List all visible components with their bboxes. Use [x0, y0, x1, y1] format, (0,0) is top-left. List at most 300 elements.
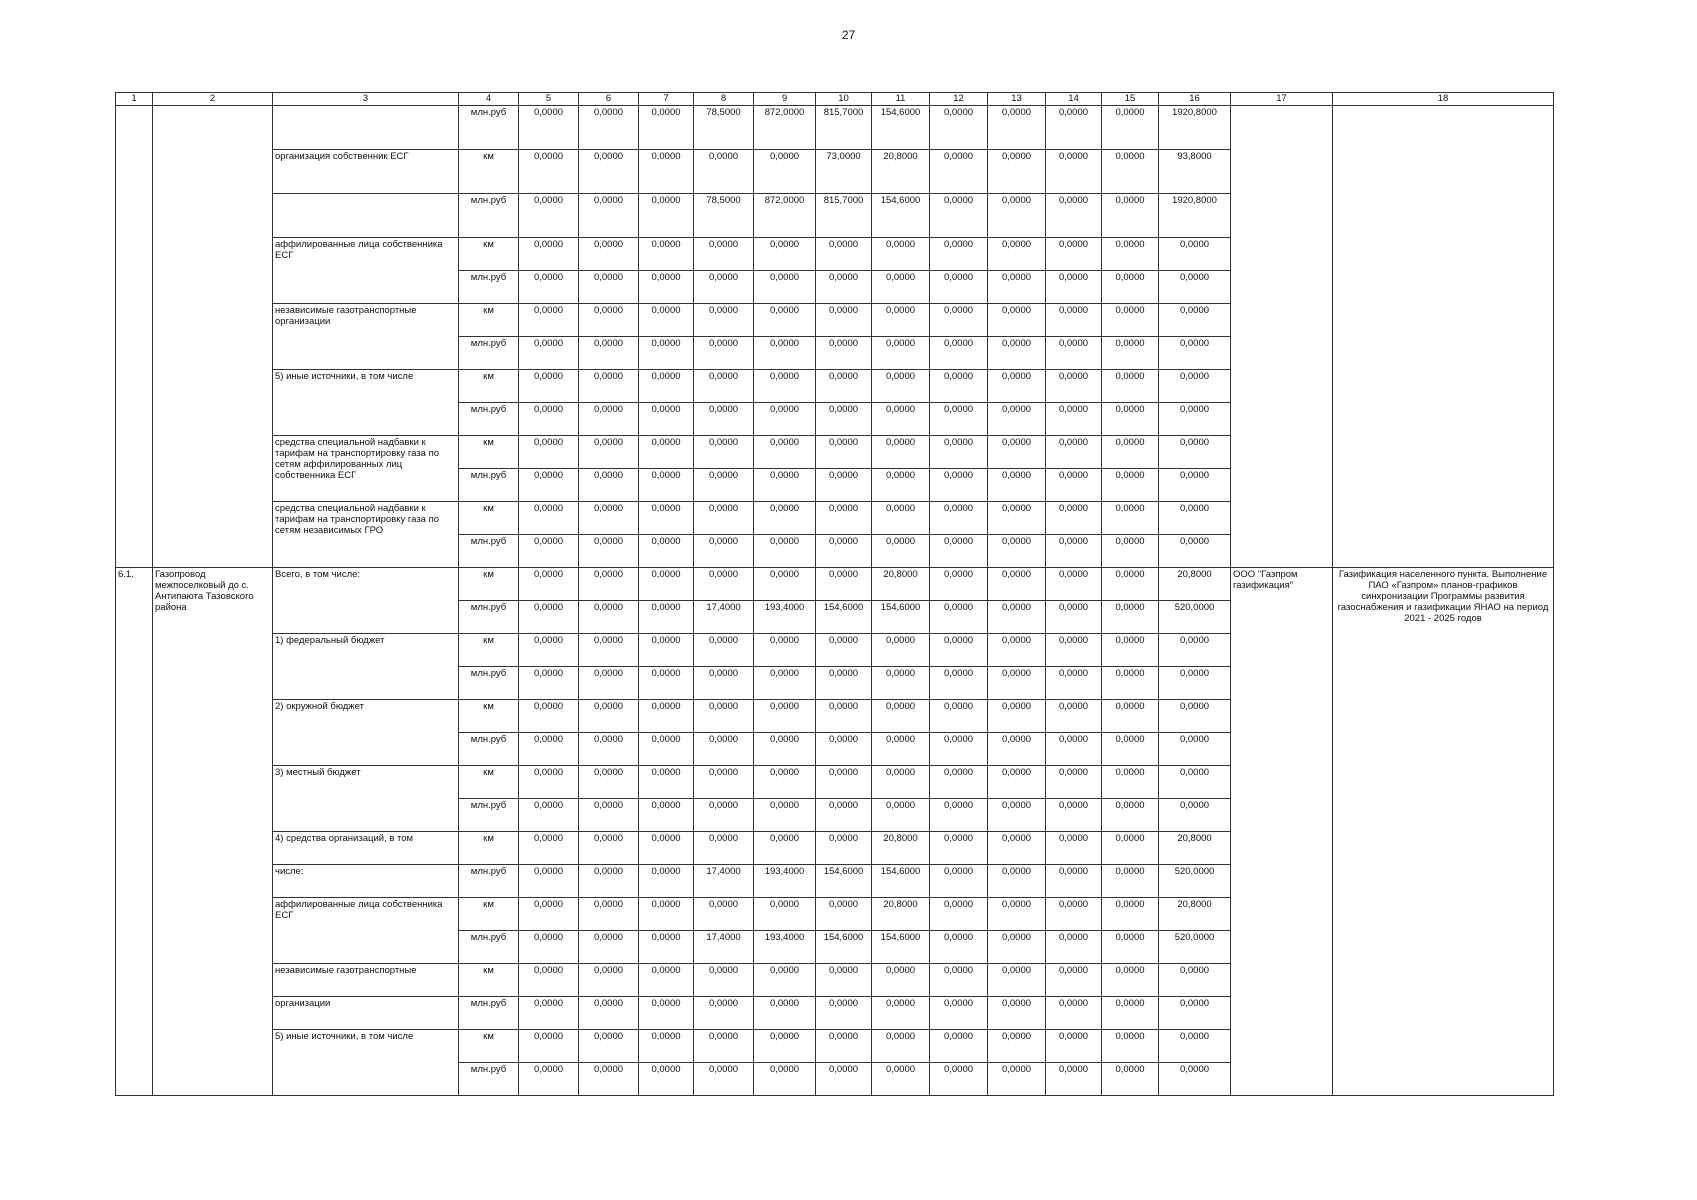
value-cell: 0,0000 [519, 898, 579, 931]
value-cell: 0,0000 [1159, 964, 1231, 997]
value-cell: 0,0000 [1046, 304, 1102, 337]
value-cell: 0,0000 [988, 667, 1046, 700]
unit-cell: км [459, 832, 519, 865]
value-cell: 0,0000 [872, 700, 930, 733]
value-cell: 0,0000 [694, 733, 754, 766]
value-cell: 0,0000 [754, 337, 816, 370]
unit-cell: км [459, 568, 519, 601]
value-cell: 0,0000 [988, 150, 1046, 194]
value-cell: 0,0000 [1159, 634, 1231, 667]
value-cell: 0,0000 [579, 766, 639, 799]
value-cell: 193,4000 [754, 601, 816, 634]
column-number: 1 [116, 93, 153, 106]
value-cell: 0,0000 [930, 964, 988, 997]
value-cell: 0,0000 [930, 931, 988, 964]
column-number: 7 [639, 93, 694, 106]
value-cell: 815,7000 [816, 106, 872, 150]
value-cell: 0,0000 [930, 766, 988, 799]
value-cell: 0,0000 [639, 865, 694, 898]
value-cell: 0,0000 [930, 1063, 988, 1096]
value-cell: 0,0000 [872, 370, 930, 403]
value-cell: 0,0000 [519, 1063, 579, 1096]
value-cell: 0,0000 [930, 502, 988, 535]
source-label: 5) иные источники, в том числе [273, 370, 459, 436]
value-cell: 0,0000 [816, 667, 872, 700]
value-cell: 0,0000 [694, 799, 754, 832]
value-cell: 0,0000 [754, 304, 816, 337]
value-cell: 0,0000 [988, 337, 1046, 370]
unit-cell: км [459, 964, 519, 997]
value-cell: 0,0000 [1046, 766, 1102, 799]
value-cell: 0,0000 [579, 469, 639, 502]
value-cell: 0,0000 [519, 304, 579, 337]
value-cell: 0,0000 [1102, 601, 1159, 634]
value-cell: 73,0000 [816, 150, 872, 194]
value-cell: 0,0000 [579, 238, 639, 271]
unit-cell: млн.руб [459, 931, 519, 964]
unit-cell: млн.руб [459, 106, 519, 150]
unit-cell: млн.руб [459, 469, 519, 502]
value-cell: 0,0000 [1046, 601, 1102, 634]
value-cell: 0,0000 [930, 271, 988, 304]
unit-cell: млн.руб [459, 271, 519, 304]
value-cell: 0,0000 [1102, 964, 1159, 997]
column-number: 8 [694, 93, 754, 106]
value-cell: 0,0000 [816, 436, 872, 469]
value-cell: 0,0000 [639, 502, 694, 535]
value-cell: 0,0000 [872, 403, 930, 436]
value-cell: 0,0000 [639, 667, 694, 700]
source-label: организации [273, 997, 459, 1030]
value-cell: 0,0000 [988, 634, 1046, 667]
value-cell: 154,6000 [872, 194, 930, 238]
source-label: 3) местный бюджет [273, 766, 459, 832]
value-cell: 0,0000 [930, 150, 988, 194]
value-cell: 0,0000 [754, 1063, 816, 1096]
value-cell: 0,0000 [1046, 337, 1102, 370]
value-cell: 0,0000 [519, 568, 579, 601]
value-cell: 0,0000 [639, 700, 694, 733]
value-cell: 0,0000 [694, 1063, 754, 1096]
value-cell: 0,0000 [519, 271, 579, 304]
value-cell: 0,0000 [754, 832, 816, 865]
value-cell: 815,7000 [816, 194, 872, 238]
value-cell: 0,0000 [816, 238, 872, 271]
value-cell: 0,0000 [639, 964, 694, 997]
value-cell: 0,0000 [1159, 733, 1231, 766]
value-cell: 0,0000 [1102, 1063, 1159, 1096]
unit-cell: млн.руб [459, 865, 519, 898]
unit-cell: млн.руб [459, 337, 519, 370]
value-cell: 0,0000 [1102, 502, 1159, 535]
source-label: 2) окружной бюджет [273, 700, 459, 766]
value-cell: 0,0000 [639, 733, 694, 766]
value-cell: 0,0000 [872, 799, 930, 832]
value-cell: 0,0000 [754, 403, 816, 436]
value-cell: 0,0000 [930, 700, 988, 733]
value-cell: 0,0000 [930, 997, 988, 1030]
value-cell: 78,5000 [694, 106, 754, 150]
value-cell: 0,0000 [1102, 370, 1159, 403]
value-cell: 0,0000 [579, 931, 639, 964]
value-cell: 0,0000 [930, 535, 988, 568]
value-cell: 0,0000 [872, 1063, 930, 1096]
value-cell: 0,0000 [930, 106, 988, 150]
value-cell: 0,0000 [639, 601, 694, 634]
object-name-cell [153, 106, 273, 568]
executor-cell [1231, 106, 1333, 568]
value-cell: 0,0000 [639, 238, 694, 271]
value-cell: 0,0000 [872, 304, 930, 337]
value-cell: 0,0000 [872, 766, 930, 799]
value-cell: 0,0000 [930, 337, 988, 370]
value-cell: 0,0000 [930, 304, 988, 337]
unit-cell: км [459, 634, 519, 667]
value-cell: 0,0000 [639, 150, 694, 194]
value-cell: 0,0000 [694, 898, 754, 931]
value-cell: 0,0000 [1159, 667, 1231, 700]
value-cell: 0,0000 [816, 1063, 872, 1096]
value-cell: 0,0000 [1046, 568, 1102, 601]
value-cell: 872,0000 [754, 194, 816, 238]
value-cell: 0,0000 [754, 502, 816, 535]
value-cell: 0,0000 [988, 601, 1046, 634]
unit-cell: км [459, 370, 519, 403]
value-cell: 0,0000 [754, 733, 816, 766]
value-cell: 0,0000 [1046, 700, 1102, 733]
value-cell: 520,0000 [1159, 931, 1231, 964]
header-row [116, 93, 1554, 106]
object-name-cell: Газопровод межпоселковый до с. Антипаюта Тазовского района [153, 568, 273, 1096]
table-row [116, 568, 1554, 601]
value-cell: 0,0000 [694, 403, 754, 436]
value-cell: 0,0000 [639, 931, 694, 964]
value-cell: 0,0000 [519, 865, 579, 898]
value-cell: 0,0000 [694, 469, 754, 502]
value-cell: 0,0000 [754, 436, 816, 469]
value-cell: 0,0000 [694, 997, 754, 1030]
source-label: числе: [273, 865, 459, 898]
value-cell: 0,0000 [694, 271, 754, 304]
value-cell: 0,0000 [754, 964, 816, 997]
value-cell: 0,0000 [1046, 106, 1102, 150]
unit-cell: млн.руб [459, 1063, 519, 1096]
value-cell: 0,0000 [1159, 799, 1231, 832]
value-cell: 0,0000 [519, 832, 579, 865]
column-number: 5 [519, 93, 579, 106]
value-cell: 0,0000 [816, 502, 872, 535]
column-number: 9 [754, 93, 816, 106]
value-cell: 0,0000 [816, 634, 872, 667]
column-number: 16 [1159, 93, 1231, 106]
value-cell: 0,0000 [988, 568, 1046, 601]
value-cell: 0,0000 [639, 337, 694, 370]
unit-cell: млн.руб [459, 535, 519, 568]
value-cell: 0,0000 [816, 964, 872, 997]
value-cell: 0,0000 [1102, 271, 1159, 304]
value-cell: 0,0000 [519, 733, 579, 766]
value-cell: 0,0000 [1159, 469, 1231, 502]
value-cell: 0,0000 [1159, 502, 1231, 535]
value-cell: 0,0000 [1159, 535, 1231, 568]
value-cell: 154,6000 [816, 865, 872, 898]
value-cell: 0,0000 [579, 502, 639, 535]
value-cell: 0,0000 [754, 238, 816, 271]
value-cell: 0,0000 [1102, 733, 1159, 766]
value-cell: 0,0000 [579, 667, 639, 700]
value-cell: 0,0000 [1102, 150, 1159, 194]
value-cell: 0,0000 [1159, 997, 1231, 1030]
value-cell: 0,0000 [930, 403, 988, 436]
unit-cell: млн.руб [459, 799, 519, 832]
value-cell: 154,6000 [872, 601, 930, 634]
value-cell: 0,0000 [1046, 865, 1102, 898]
value-cell: 154,6000 [872, 106, 930, 150]
value-cell: 0,0000 [639, 106, 694, 150]
value-cell: 0,0000 [1046, 733, 1102, 766]
value-cell: 0,0000 [1159, 370, 1231, 403]
column-number: 13 [988, 93, 1046, 106]
value-cell: 0,0000 [988, 238, 1046, 271]
value-cell: 0,0000 [754, 700, 816, 733]
value-cell: 0,0000 [872, 1030, 930, 1063]
value-cell: 0,0000 [639, 436, 694, 469]
value-cell: 0,0000 [579, 733, 639, 766]
value-cell: 0,0000 [639, 1030, 694, 1063]
value-cell: 0,0000 [930, 194, 988, 238]
value-cell: 0,0000 [694, 700, 754, 733]
value-cell: 0,0000 [519, 337, 579, 370]
unit-cell: км [459, 238, 519, 271]
value-cell: 0,0000 [930, 601, 988, 634]
value-cell: 0,0000 [816, 898, 872, 931]
value-cell: 0,0000 [519, 370, 579, 403]
value-cell: 0,0000 [639, 997, 694, 1030]
value-cell: 0,0000 [1159, 700, 1231, 733]
source-label: Всего, в том числе: [273, 568, 459, 634]
value-cell: 0,0000 [694, 304, 754, 337]
value-cell: 0,0000 [816, 403, 872, 436]
column-number: 15 [1102, 93, 1159, 106]
value-cell: 0,0000 [1046, 832, 1102, 865]
value-cell: 20,8000 [872, 832, 930, 865]
source-label: независимые газотранспортные [273, 964, 459, 997]
value-cell: 0,0000 [579, 997, 639, 1030]
value-cell: 0,0000 [988, 766, 1046, 799]
value-cell: 0,0000 [519, 964, 579, 997]
value-cell: 0,0000 [872, 436, 930, 469]
value-cell: 0,0000 [816, 799, 872, 832]
value-cell: 0,0000 [639, 535, 694, 568]
value-cell: 0,0000 [519, 535, 579, 568]
value-cell: 0,0000 [988, 997, 1046, 1030]
value-cell: 0,0000 [988, 733, 1046, 766]
value-cell: 0,0000 [519, 238, 579, 271]
value-cell: 0,0000 [872, 667, 930, 700]
value-cell: 0,0000 [519, 403, 579, 436]
row-index-cell [116, 106, 153, 568]
value-cell: 0,0000 [579, 150, 639, 194]
value-cell: 0,0000 [694, 667, 754, 700]
value-cell: 0,0000 [816, 568, 872, 601]
row-index-cell: 6.1. [116, 568, 153, 1096]
value-cell: 0,0000 [519, 799, 579, 832]
value-cell: 0,0000 [1046, 403, 1102, 436]
value-cell: 0,0000 [1046, 931, 1102, 964]
source-label: 4) средства организаций, в том [273, 832, 459, 865]
value-cell: 0,0000 [816, 535, 872, 568]
value-cell: 0,0000 [1046, 898, 1102, 931]
value-cell: 0,0000 [816, 304, 872, 337]
value-cell: 0,0000 [872, 997, 930, 1030]
table-body [116, 106, 1554, 1096]
value-cell: 20,8000 [1159, 832, 1231, 865]
value-cell: 0,0000 [1046, 799, 1102, 832]
value-cell: 0,0000 [872, 964, 930, 997]
value-cell: 0,0000 [1102, 304, 1159, 337]
value-cell: 0,0000 [519, 106, 579, 150]
value-cell: 0,0000 [1102, 194, 1159, 238]
value-cell: 0,0000 [988, 700, 1046, 733]
value-cell: 0,0000 [754, 469, 816, 502]
value-cell: 0,0000 [1159, 1063, 1231, 1096]
value-cell: 0,0000 [1102, 865, 1159, 898]
value-cell: 20,8000 [1159, 898, 1231, 931]
value-cell: 520,0000 [1159, 865, 1231, 898]
value-cell: 0,0000 [872, 535, 930, 568]
value-cell: 0,0000 [694, 337, 754, 370]
value-cell: 0,0000 [639, 469, 694, 502]
value-cell: 0,0000 [1102, 997, 1159, 1030]
value-cell: 1920,8000 [1159, 106, 1231, 150]
value-cell: 0,0000 [1046, 469, 1102, 502]
value-cell: 1920,8000 [1159, 194, 1231, 238]
value-cell: 0,0000 [639, 370, 694, 403]
value-cell: 0,0000 [1046, 1063, 1102, 1096]
value-cell: 0,0000 [639, 766, 694, 799]
value-cell: 0,0000 [988, 106, 1046, 150]
value-cell: 0,0000 [1102, 403, 1159, 436]
value-cell: 0,0000 [988, 370, 1046, 403]
value-cell: 0,0000 [872, 634, 930, 667]
value-cell: 154,6000 [872, 931, 930, 964]
value-cell: 0,0000 [519, 931, 579, 964]
value-cell: 0,0000 [519, 997, 579, 1030]
value-cell: 0,0000 [930, 865, 988, 898]
value-cell: 0,0000 [579, 194, 639, 238]
value-cell: 0,0000 [988, 304, 1046, 337]
value-cell: 154,6000 [816, 601, 872, 634]
value-cell: 0,0000 [1102, 898, 1159, 931]
value-cell: 0,0000 [872, 337, 930, 370]
value-cell: 872,0000 [754, 106, 816, 150]
value-cell: 0,0000 [1102, 106, 1159, 150]
unit-cell: млн.руб [459, 997, 519, 1030]
value-cell: 0,0000 [754, 799, 816, 832]
value-cell: 0,0000 [579, 106, 639, 150]
value-cell: 0,0000 [579, 799, 639, 832]
column-number: 17 [1231, 93, 1333, 106]
value-cell: 0,0000 [754, 1030, 816, 1063]
value-cell: 0,0000 [579, 700, 639, 733]
unit-cell: км [459, 436, 519, 469]
source-label: 1) федеральный бюджет [273, 634, 459, 700]
source-label: независимые газотранспортные организации [273, 304, 459, 370]
source-label [273, 194, 459, 238]
value-cell: 0,0000 [694, 1030, 754, 1063]
column-number: 14 [1046, 93, 1102, 106]
value-cell: 0,0000 [694, 766, 754, 799]
value-cell: 0,0000 [930, 436, 988, 469]
value-cell: 0,0000 [694, 964, 754, 997]
value-cell: 0,0000 [816, 832, 872, 865]
value-cell: 0,0000 [988, 535, 1046, 568]
value-cell: 0,0000 [639, 403, 694, 436]
value-cell: 0,0000 [988, 931, 1046, 964]
value-cell: 20,8000 [872, 898, 930, 931]
value-cell: 0,0000 [1159, 766, 1231, 799]
value-cell: 0,0000 [988, 1030, 1046, 1063]
source-label: аффилированные лица собственника ЕСГ [273, 898, 459, 964]
value-cell: 0,0000 [1046, 667, 1102, 700]
value-cell: 0,0000 [519, 667, 579, 700]
value-cell: 0,0000 [1102, 469, 1159, 502]
value-cell: 0,0000 [579, 403, 639, 436]
value-cell: 0,0000 [930, 832, 988, 865]
value-cell: 0,0000 [988, 1063, 1046, 1096]
unit-cell: км [459, 304, 519, 337]
value-cell: 0,0000 [930, 634, 988, 667]
source-label: средства специальной надбавки к тарифам на транспортировку газа по сетям независимых ГРО [273, 502, 459, 568]
value-cell: 0,0000 [519, 601, 579, 634]
value-cell: 0,0000 [988, 865, 1046, 898]
value-cell: 0,0000 [639, 1063, 694, 1096]
value-cell: 20,8000 [872, 150, 930, 194]
value-cell: 0,0000 [1102, 238, 1159, 271]
value-cell: 0,0000 [519, 194, 579, 238]
value-cell: 0,0000 [816, 469, 872, 502]
value-cell: 0,0000 [1046, 436, 1102, 469]
value-cell: 0,0000 [816, 766, 872, 799]
value-cell: 0,0000 [519, 1030, 579, 1063]
value-cell: 0,0000 [1102, 700, 1159, 733]
value-cell: 0,0000 [579, 898, 639, 931]
value-cell: 0,0000 [988, 832, 1046, 865]
value-cell: 0,0000 [1159, 1030, 1231, 1063]
source-label: средства специальной надбавки к тарифам на транспортировку газа по сетям аффилированных лиц собственника ЕСГ [273, 436, 459, 502]
value-cell: 0,0000 [988, 403, 1046, 436]
value-cell: 0,0000 [639, 304, 694, 337]
unit-cell: км [459, 700, 519, 733]
value-cell: 0,0000 [579, 271, 639, 304]
page-number: 27 [841, 28, 856, 42]
value-cell: 0,0000 [754, 150, 816, 194]
value-cell: 0,0000 [639, 194, 694, 238]
value-cell: 0,0000 [639, 634, 694, 667]
value-cell: 0,0000 [1046, 271, 1102, 304]
column-number: 3 [273, 93, 459, 106]
value-cell: 0,0000 [988, 502, 1046, 535]
source-label: организация собственник ЕСГ [273, 150, 459, 194]
value-cell: 0,0000 [816, 370, 872, 403]
value-cell: 0,0000 [694, 150, 754, 194]
value-cell: 0,0000 [579, 535, 639, 568]
executor-cell: ООО "Газпром газификация" [1231, 568, 1333, 1096]
value-cell: 154,6000 [816, 931, 872, 964]
value-cell: 0,0000 [1159, 436, 1231, 469]
value-cell: 0,0000 [988, 898, 1046, 931]
unit-cell: млн.руб [459, 601, 519, 634]
